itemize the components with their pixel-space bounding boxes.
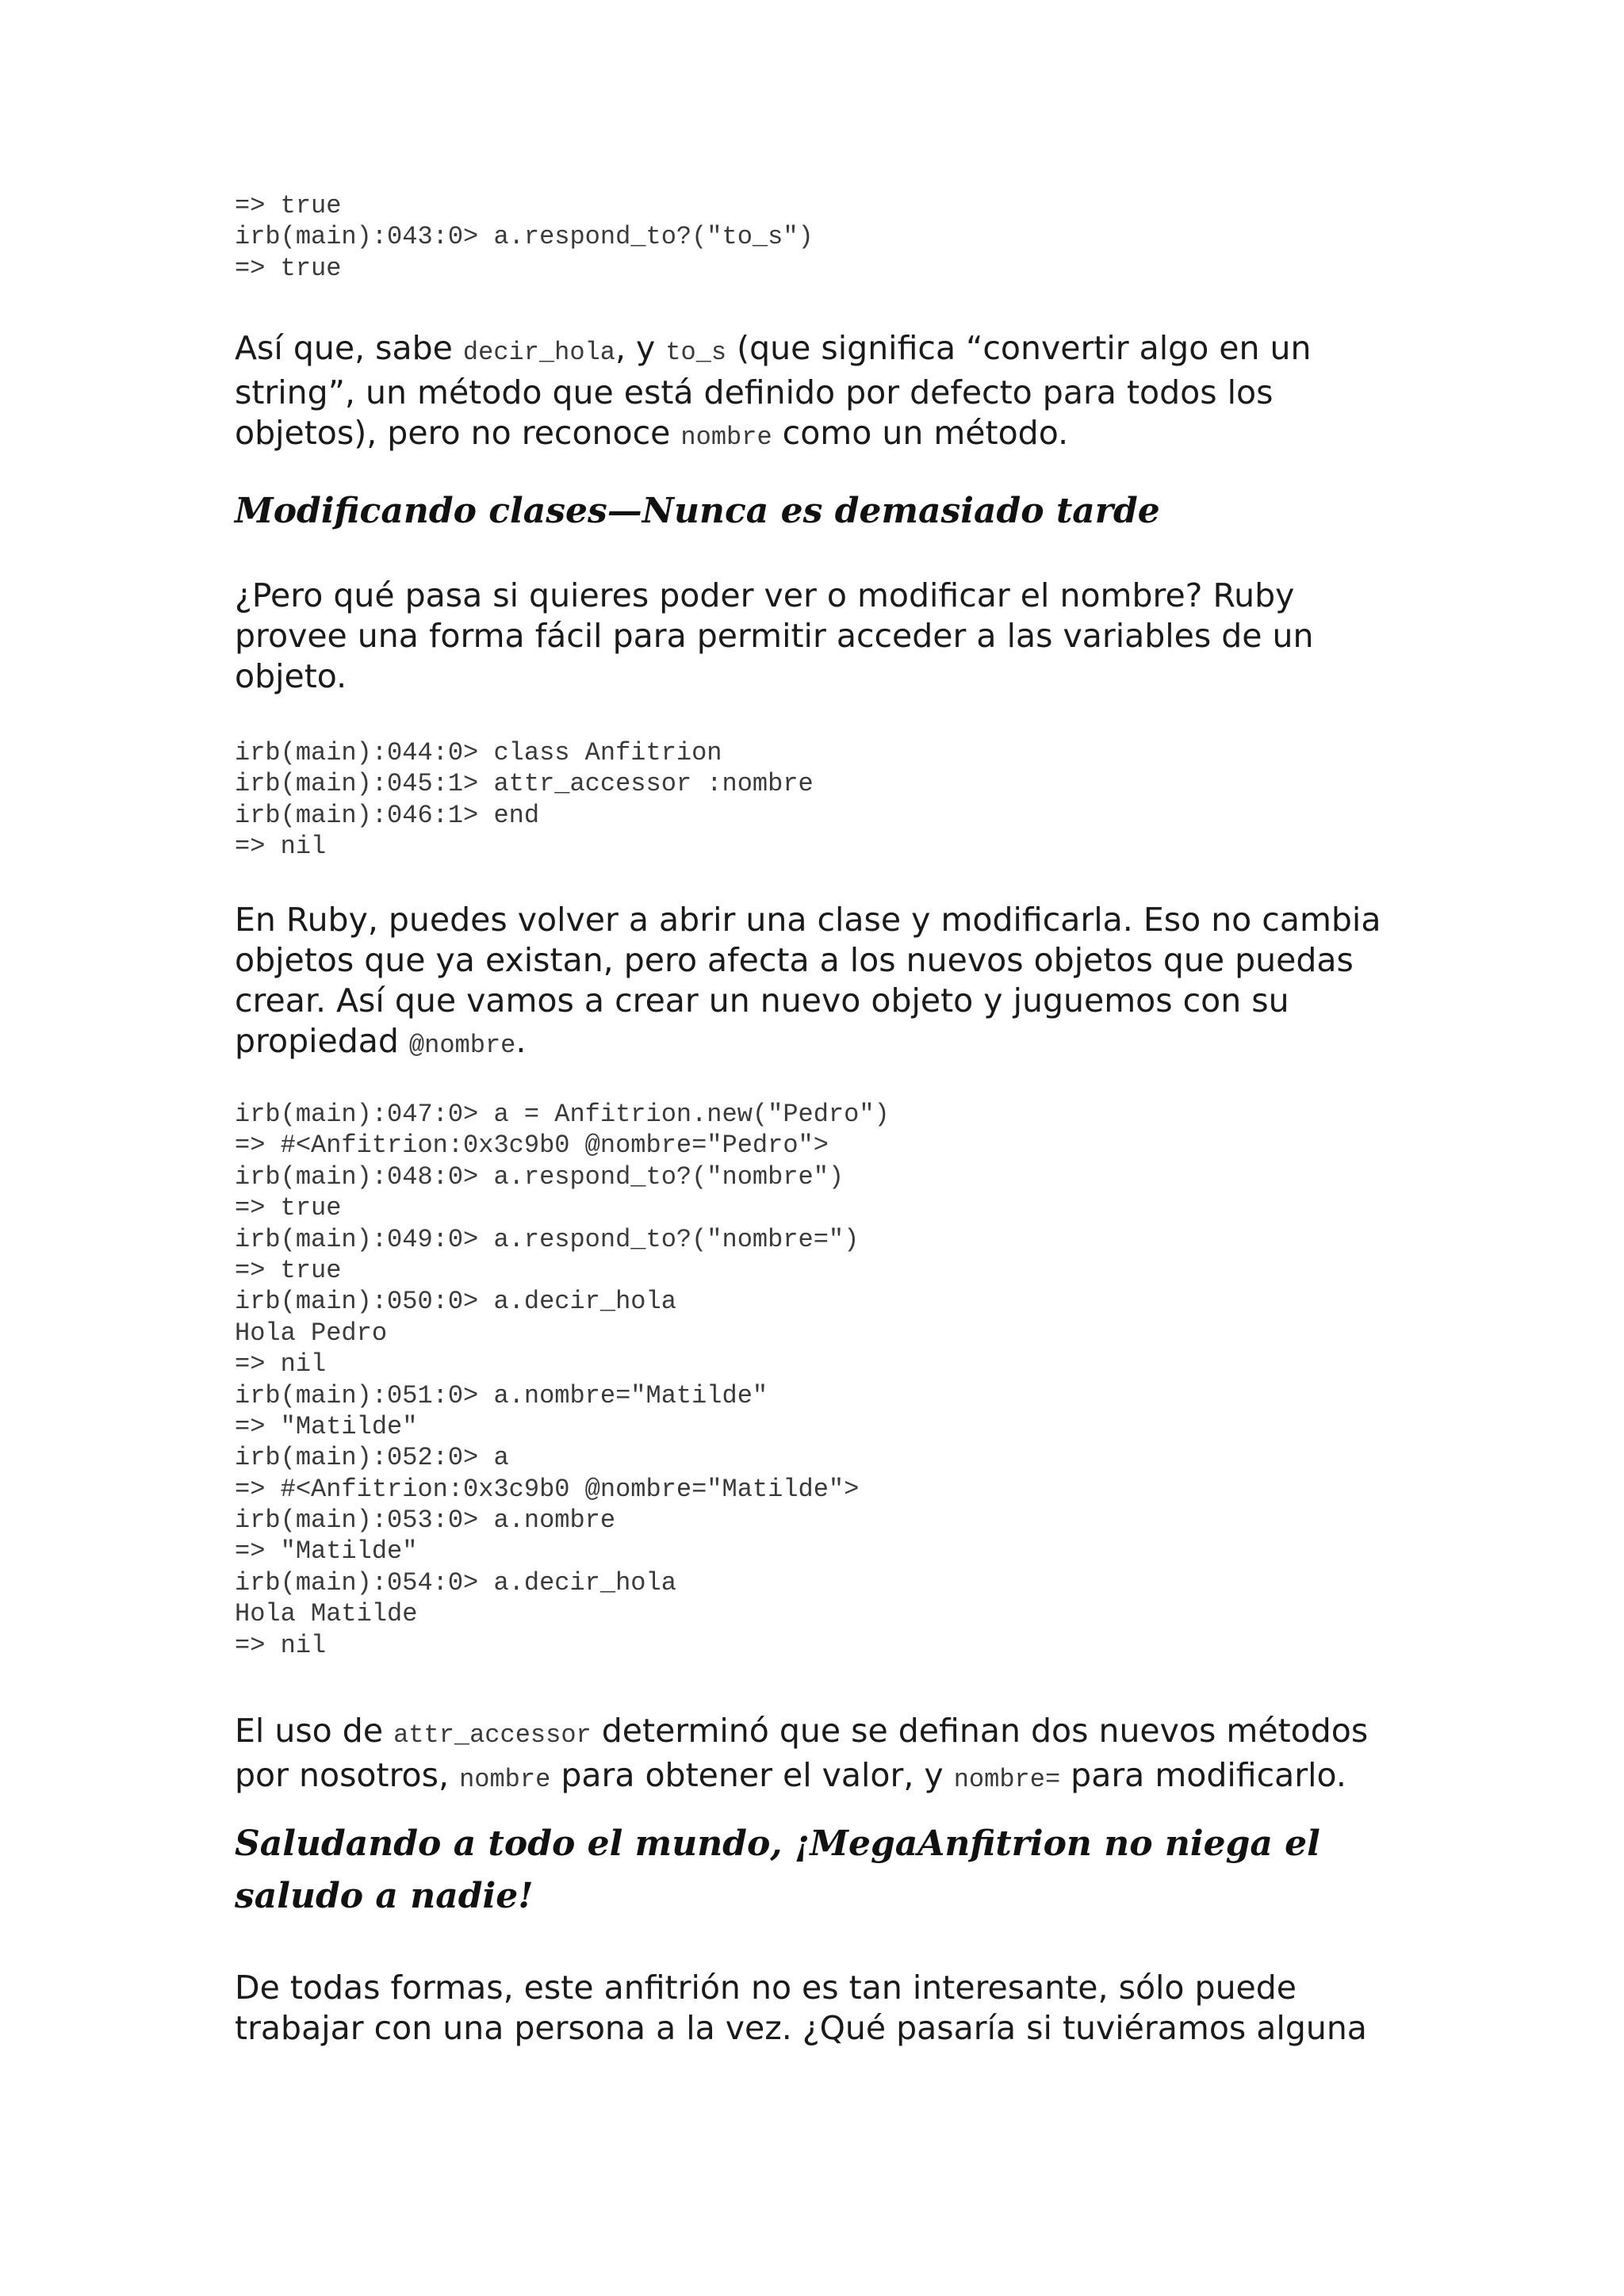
code-line: => #<Anfitrion:0x3c9b0 @nombre="Pedro"> — [235, 1131, 829, 1161]
inline-code: nombre= — [953, 1765, 1061, 1794]
code-line: irb(main):053:0> a.nombre — [235, 1506, 616, 1536]
code-block-attr-accessor — [235, 737, 814, 863]
code-line: Hola Pedro — [235, 1318, 388, 1348]
code-line: irb(main):046:1> end — [235, 800, 540, 830]
code-line: irb(main):044:0> class Anfitrion — [235, 738, 722, 767]
code-line: => nil — [235, 1630, 327, 1660]
section-heading-modificando-clases: Modificando clases—Nunca es demasiado tarde — [235, 491, 1160, 531]
code-line: => true — [235, 191, 342, 220]
code-line: irb(main):052:0> a — [235, 1443, 509, 1473]
paragraph-megaanfitrion-intro: De todas formas, este anfitrión no es tan interesante, sólo puede trabajar con una persona a la vez. ¿Qué pasaría si tuviéramos alguna — [235, 1969, 1367, 2047]
code-line: => nil — [235, 1349, 327, 1380]
code-line: => true — [235, 1193, 342, 1223]
code-line: irb(main):049:0> a.respond_to?("nombre=") — [235, 1224, 860, 1254]
code-line: irb(main):050:0> a.decir_hola — [235, 1287, 676, 1317]
paragraph-reopen-class: En Ruby, puedes volver a abrir una clase y modificarla. Eso no cambia objetos que ya existan, pero afecta a los nuevos objetos que puedas crear. Así que vamos a crear un nuevo objeto y juguemos con su propiedad @nombre. — [235, 901, 1381, 1060]
code-line: => nil — [235, 832, 327, 862]
paragraph-attr-accessor-explanation: El uso de attr_accessor determinó que se definan dos nuevos métodos por nosotros, nombre para obtener el valor, y nombre= para modificarlo. — [235, 1712, 1369, 1794]
code-line: irb(main):043:0> a.respond_to?("to_s") — [235, 222, 814, 252]
code-line: irb(main):054:0> a.decir_hola — [235, 1567, 676, 1598]
code-line: => #<Anfitrion:0x3c9b0 @nombre="Matilde"> — [235, 1474, 860, 1504]
code-line: irb(main):047:0> a = Anfitrion.new("Pedro") — [235, 1100, 890, 1129]
inline-code: nombre — [680, 423, 772, 452]
paragraph-attr-intro: ¿Pero qué pasa si quieres poder ver o modificar el nombre? Ruby provee una forma fácil para permitir acceder a las variables de un objeto. — [235, 576, 1314, 695]
code-line: => true — [235, 253, 342, 283]
code-line: => true — [235, 1255, 342, 1285]
paragraph-respond-to-explanation: Así que, sabe decir_hola, y to_s (que significa “convertir algo en un string”, un método que está definido por defecto para todos los objetos), pero no reconoce nombre como un método. — [235, 329, 1312, 452]
code-line: irb(main):048:0> a.respond_to?("nombre") — [235, 1161, 845, 1192]
code-line: => "Matilde" — [235, 1411, 418, 1441]
code-line: irb(main):045:1> attr_accessor :nombre — [235, 769, 814, 799]
inline-code: @nombre — [408, 1031, 516, 1060]
code-block-respond-to — [235, 190, 814, 284]
section-heading-saludando: Saludando a todo el mundo, ¡MegaAnfitrion no niega el saludo a nadie! — [235, 1823, 1320, 1916]
code-block-new-anfitrion — [235, 1099, 890, 1661]
inline-code: attr_accessor — [393, 1720, 592, 1750]
code-line: Hola Matilde — [235, 1599, 418, 1629]
code-line: => "Matilde" — [235, 1536, 418, 1567]
inline-code: nombre — [459, 1765, 551, 1794]
code-line: irb(main):051:0> a.nombre="Matilde" — [235, 1380, 768, 1410]
inline-code: decir_hola — [462, 338, 615, 367]
inline-code: to_s — [665, 338, 727, 367]
